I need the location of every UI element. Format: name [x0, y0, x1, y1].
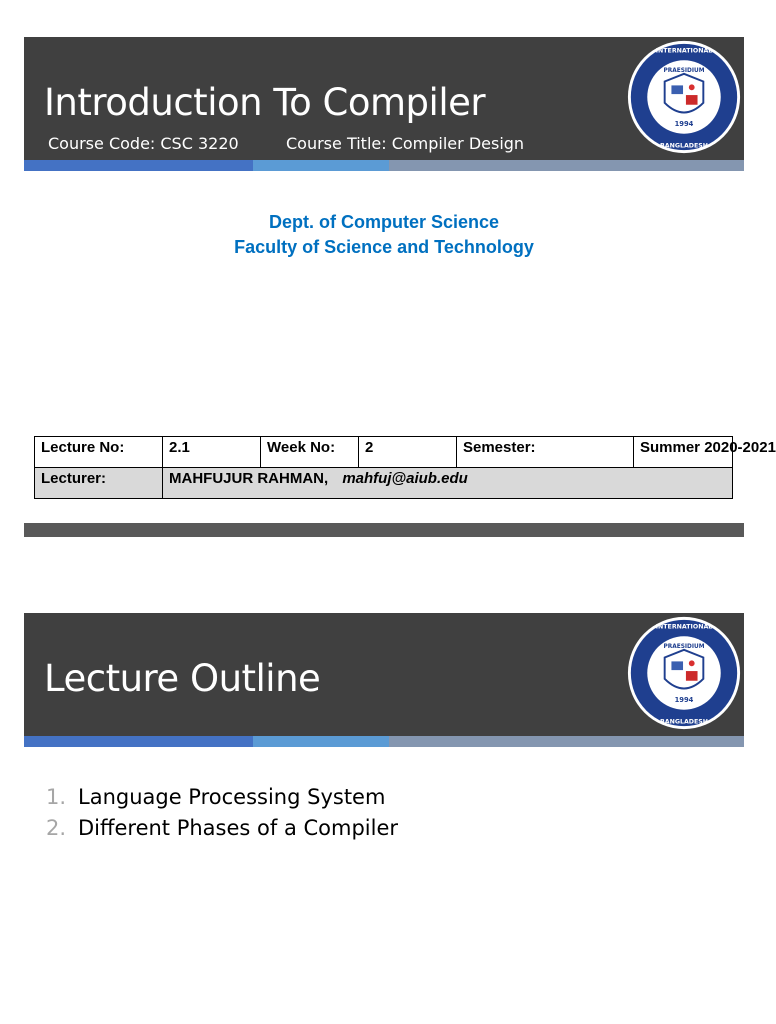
slide-divider [24, 523, 744, 537]
slide1-title: Introduction To Compiler [44, 81, 486, 124]
university-logo [626, 615, 742, 731]
svg-text:BANGLADESH: BANGLADESH [659, 718, 709, 726]
lecture-info-table [34, 436, 776, 499]
department-info [0, 210, 768, 260]
outline-list [46, 782, 398, 844]
svg-text:INTERNATIONAL: INTERNATIONAL [655, 623, 713, 631]
slide2-title: Lecture Outline [44, 657, 321, 700]
table-row [35, 468, 733, 499]
week-no-value: 2 [359, 437, 457, 468]
item-text: Language Processing System [78, 785, 386, 809]
svg-text:1994: 1994 [674, 120, 694, 128]
accent-strip [24, 736, 744, 747]
slide1-header [24, 37, 744, 171]
university-logo [626, 39, 742, 155]
svg-text:BANGLADESH: BANGLADESH [659, 142, 709, 150]
svg-text:PRAESIDIUM: PRAESIDIUM [663, 643, 705, 650]
semester-value: Summer 2020-2021 [634, 437, 733, 468]
svg-text:1994: 1994 [674, 696, 694, 704]
lecturer-email[interactable]: mahfuj@aiub.edu [342, 470, 468, 487]
svg-text:PRAESIDIUM: PRAESIDIUM [663, 67, 705, 74]
lecturer-cell [163, 468, 733, 499]
course-title: Course Title: Compiler Design [286, 134, 525, 153]
lecturer-label: Lecturer: [35, 468, 163, 499]
course-code: Course Code: CSC 3220 [48, 134, 239, 153]
semester-label: Semester: [457, 437, 634, 468]
table-row [35, 437, 733, 468]
faculty-line: Faculty of Science and Technology [234, 237, 534, 257]
list-item [46, 782, 398, 813]
accent-strip [24, 160, 744, 171]
week-no-label: Week No: [261, 437, 359, 468]
lecture-no-label: Lecture No: [35, 437, 163, 468]
lecture-no-value: 2.1 [163, 437, 261, 468]
svg-text:INTERNATIONAL: INTERNATIONAL [655, 47, 713, 55]
item-number: 1. [46, 785, 67, 809]
item-text: Different Phases of a Compiler [78, 816, 399, 840]
list-item [46, 813, 398, 844]
slide2-header [24, 613, 744, 747]
dept-line: Dept. of Computer Science [268, 212, 500, 232]
item-number: 2. [46, 816, 67, 840]
lecturer-name: MAHFUJUR RAHMAN, [169, 470, 329, 487]
